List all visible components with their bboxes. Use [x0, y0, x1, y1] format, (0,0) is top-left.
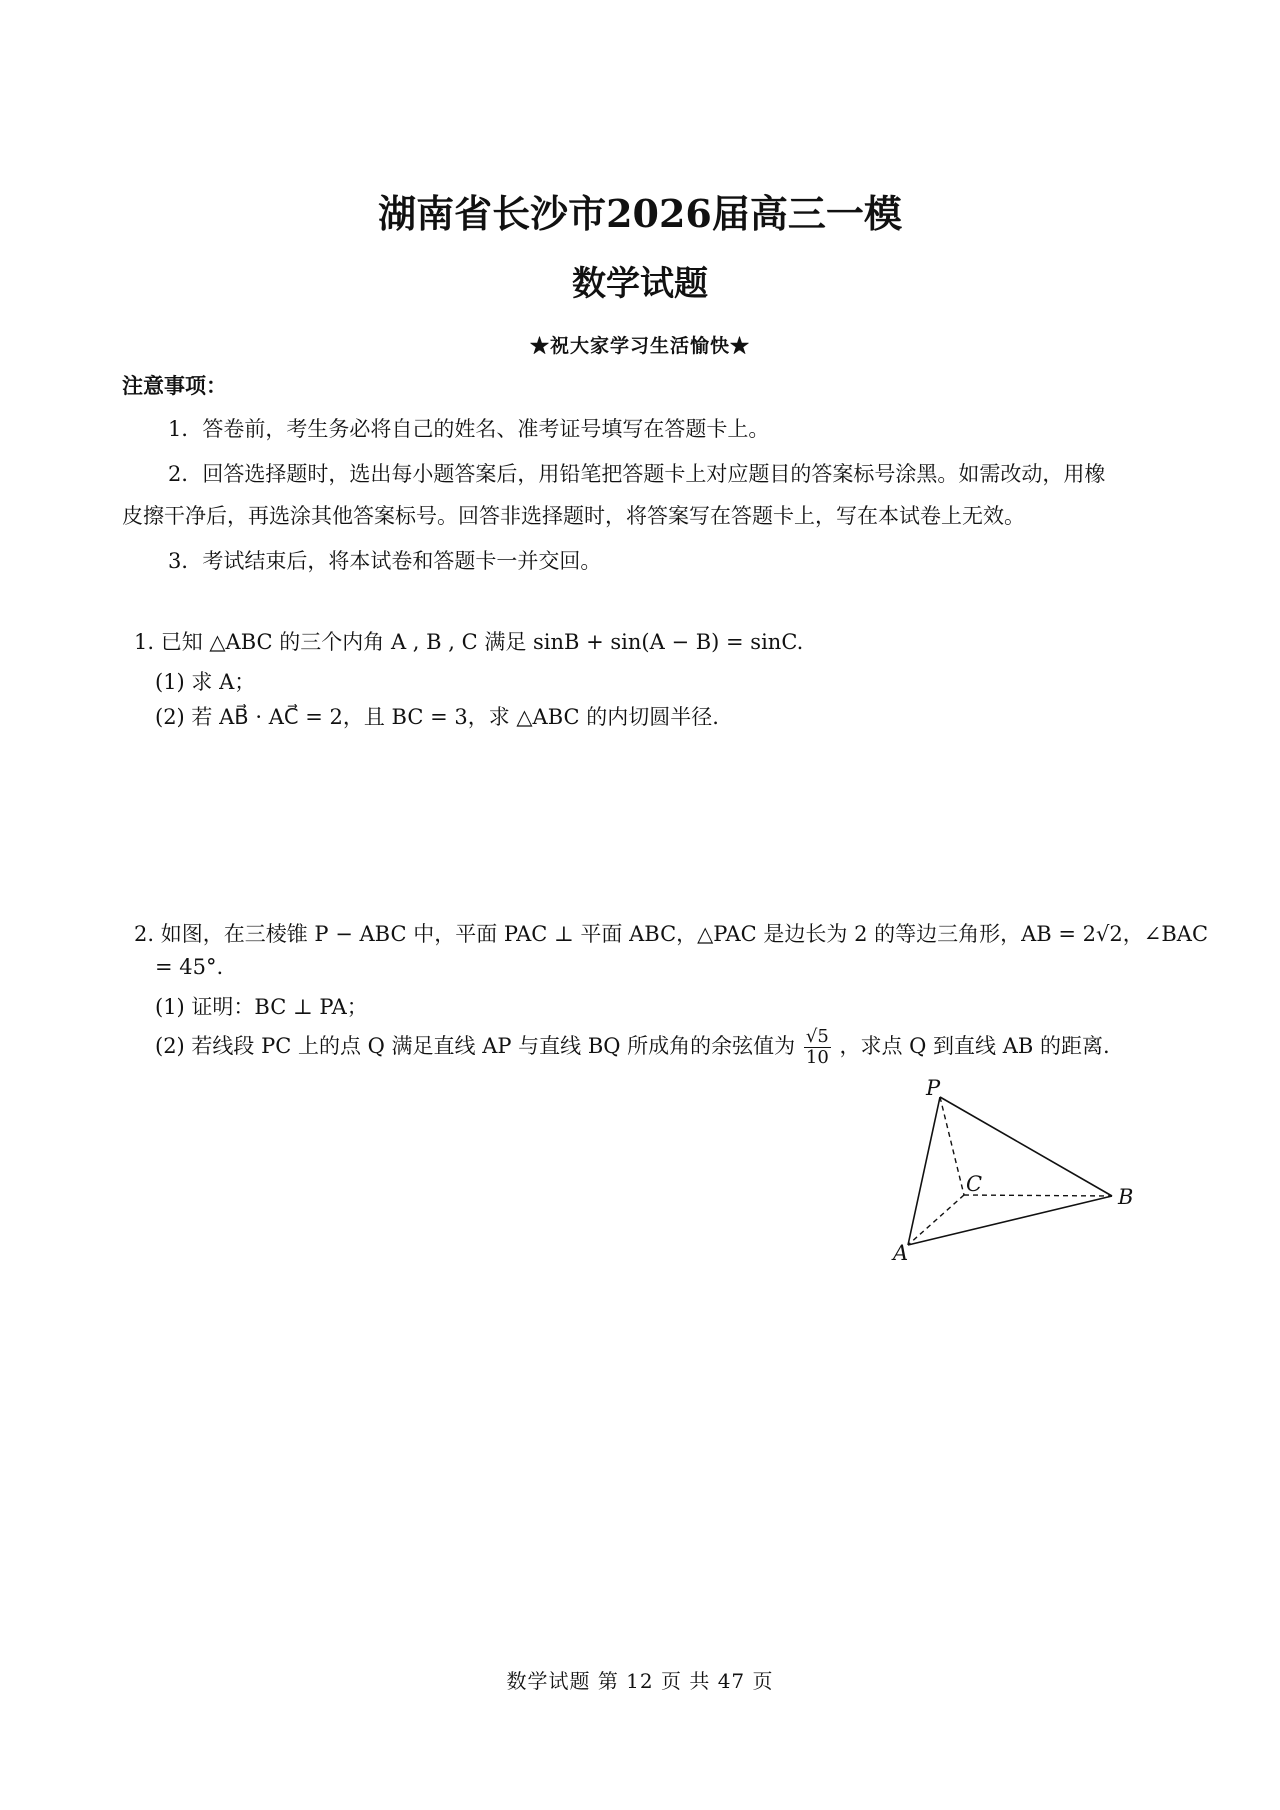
notice-item-2-line-1: 2．回答选择题时，选出每小题答案后，用铅笔把答题卡上对应题目的答案标号涂黑。如需改动，用橡: [168, 462, 1106, 486]
notice-item-2-line-2: 皮擦干净后，再选涂其他答案标号。回答非选择题时，将答案写在答题卡上，写在本试卷上无效。: [122, 504, 1025, 528]
question-1-part-1: (1) 求 A；: [155, 670, 256, 694]
question-1-part-2: (2) 若 AB⃗ · AC⃗ = 2，且 BC = 3，求 △ABC 的内切圆半径.: [155, 705, 719, 729]
motto: ★祝大家学习生活愉快★: [529, 335, 750, 357]
edge-pc: [940, 1097, 964, 1195]
question-2-stem-line-1: 2. 如图，在三棱锥 P − ABC 中，平面 PAC ⊥ 平面 ABC，△PAC 是边长为 2 的等边三角形，AB = 2√2，∠BAC: [134, 922, 1209, 946]
page-footer: 数学试题 第 12 页 共 47 页: [506, 1669, 774, 1693]
question-2-part-1: (1) 证明：BC ⊥ PA；: [155, 995, 368, 1019]
edge-ab: [908, 1196, 1112, 1245]
fraction-denominator: 10: [805, 1046, 829, 1068]
question-2-part-2-prefix: (2) 若线段 PC 上的点 Q 满足直线 AP 与直线 BQ 所成角的余弦值为: [155, 1033, 796, 1058]
cosine-fraction: [804, 1027, 831, 1068]
question-2-part-2: [155, 1027, 1110, 1068]
fraction-numerator: √5: [805, 1026, 829, 1047]
notice-item-3: 3．考试结束后，将本试卷和答题卡一并交回。: [168, 549, 602, 573]
exam-subtitle: 数学试题: [572, 264, 708, 304]
question-2-part-2-suffix: ，求点 Q 到直线 AB 的距离.: [839, 1033, 1110, 1058]
question-2-stem-line-2: = 45°.: [155, 955, 224, 979]
notice-heading: 注意事项：: [122, 373, 227, 398]
edge-cb: [964, 1195, 1112, 1196]
notice-item-1: 1．答卷前，考生务必将自己的姓名、准考证号填写在答题卡上。: [168, 417, 770, 441]
label-p: P: [926, 1076, 941, 1100]
label-c: C: [966, 1172, 983, 1196]
label-a: A: [893, 1241, 909, 1265]
question-1-stem: 1. 已知 △ABC 的三个内角 A , B , C 满足 sinB + sin(A − B) = sinC.: [134, 630, 804, 654]
pyramid-figure: [880, 1075, 1180, 1275]
exam-title: 湖南省长沙市2026届高三一模: [378, 191, 902, 236]
edge-pa: [908, 1097, 940, 1245]
label-b: B: [1118, 1185, 1134, 1209]
